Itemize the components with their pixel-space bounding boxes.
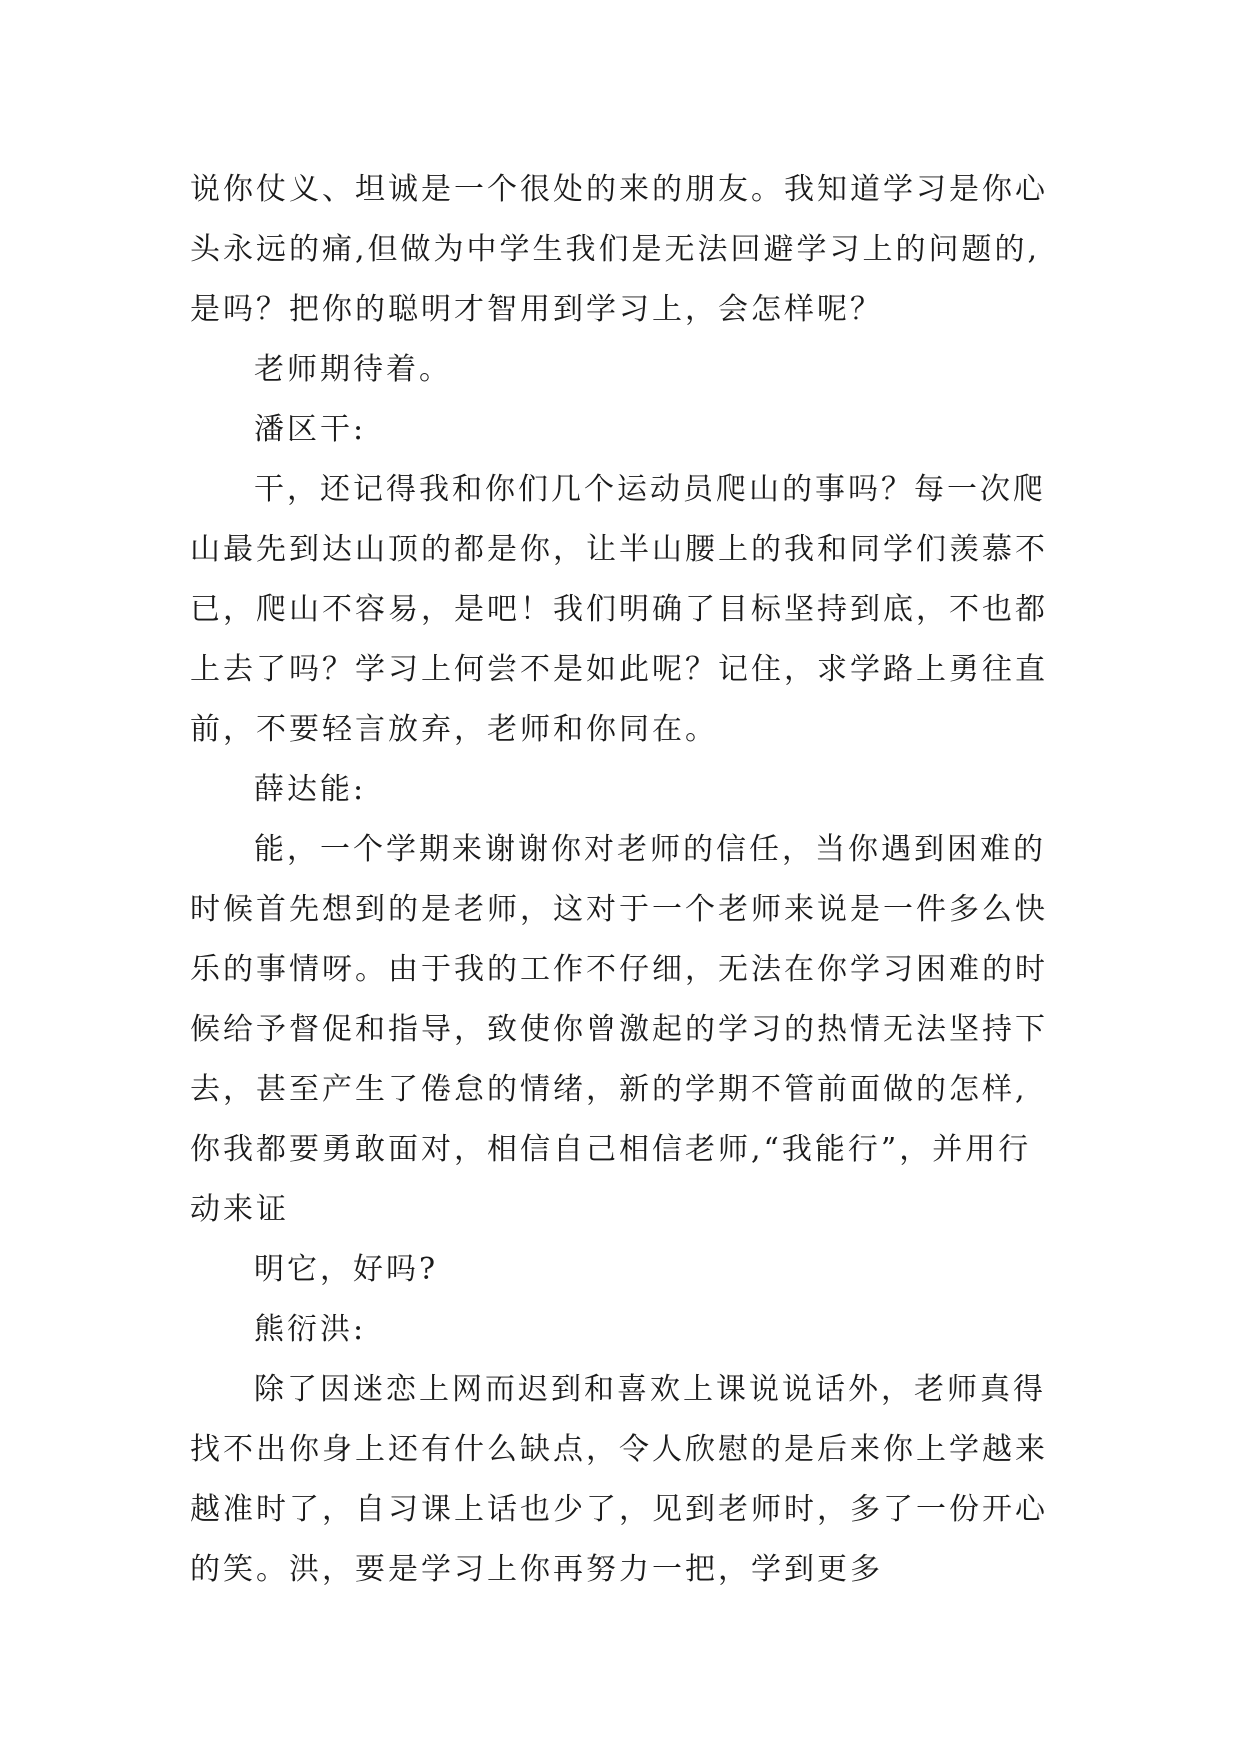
text-line: 你我都要勇敢面对，相信自己相信老师,“我能行”，并用行 [190, 1132, 1032, 1167]
text-line: 动来证 [190, 1192, 289, 1227]
text-line: 的笑。洪，要是学习上你再努力一把，学到更多 [190, 1552, 883, 1587]
body-text [190, 160, 1070, 1600]
text-line: 前，不要轻言放弃，老师和你同在。 [190, 712, 718, 747]
text-line: 上去了吗？学习上何尝不是如此呢？记住，求学路上勇往直 [190, 652, 1048, 687]
text-line: 候给予督促和指导，致使你曾激起的学习的热情无法坚持下 [190, 1012, 1048, 1047]
student-heading: 薛达能: [254, 772, 367, 807]
text-line: 说你仗义、坦诚是一个很处的来的朋友。我知道学习是你心 [190, 172, 1048, 207]
student-heading: 潘区干: [254, 412, 367, 447]
text-line: 乐的事情呀。由于我的工作不仔细，无法在你学习困难的时 [190, 952, 1048, 987]
text-line: 越准时了，自习课上话也少了，见到老师时，多了一份开心 [190, 1492, 1048, 1527]
text-line: 能，一个学期来谢谢你对老师的信任，当你遇到困难的 [254, 832, 1046, 867]
text-line: 头永远的痛,但做为中学生我们是无法回避学习上的问题的, [190, 232, 1041, 267]
text-line: 明它，好吗? [254, 1252, 439, 1287]
text-line: 是吗？把你的聪明才智用到学习上，会怎样呢？ [190, 292, 883, 327]
text-line: 找不出你身上还有什么缺点，令人欣慰的是后来你上学越来 [190, 1432, 1048, 1467]
text-line: 去，甚至产生了倦怠的情绪，新的学期不管前面做的怎样, [190, 1072, 1028, 1107]
text-line: 时候首先想到的是老师，这对于一个老师来说是一件多么快 [190, 892, 1048, 927]
student-heading: 熊衍洪: [254, 1312, 367, 1347]
text-line: 山最先到达山顶的都是你，让半山腰上的我和同学们羡慕不 [190, 532, 1048, 567]
text-line: 除了因迷恋上网而迟到和喜欢上课说说话外，老师真得 [254, 1372, 1046, 1407]
text-line: 干，还记得我和你们几个运动员爬山的事吗？每一次爬 [254, 472, 1046, 507]
text-line: 老师期待着。 [254, 352, 452, 387]
text-line: 已，爬山不容易，是吧！我们明确了目标坚持到底，不也都 [190, 592, 1048, 627]
